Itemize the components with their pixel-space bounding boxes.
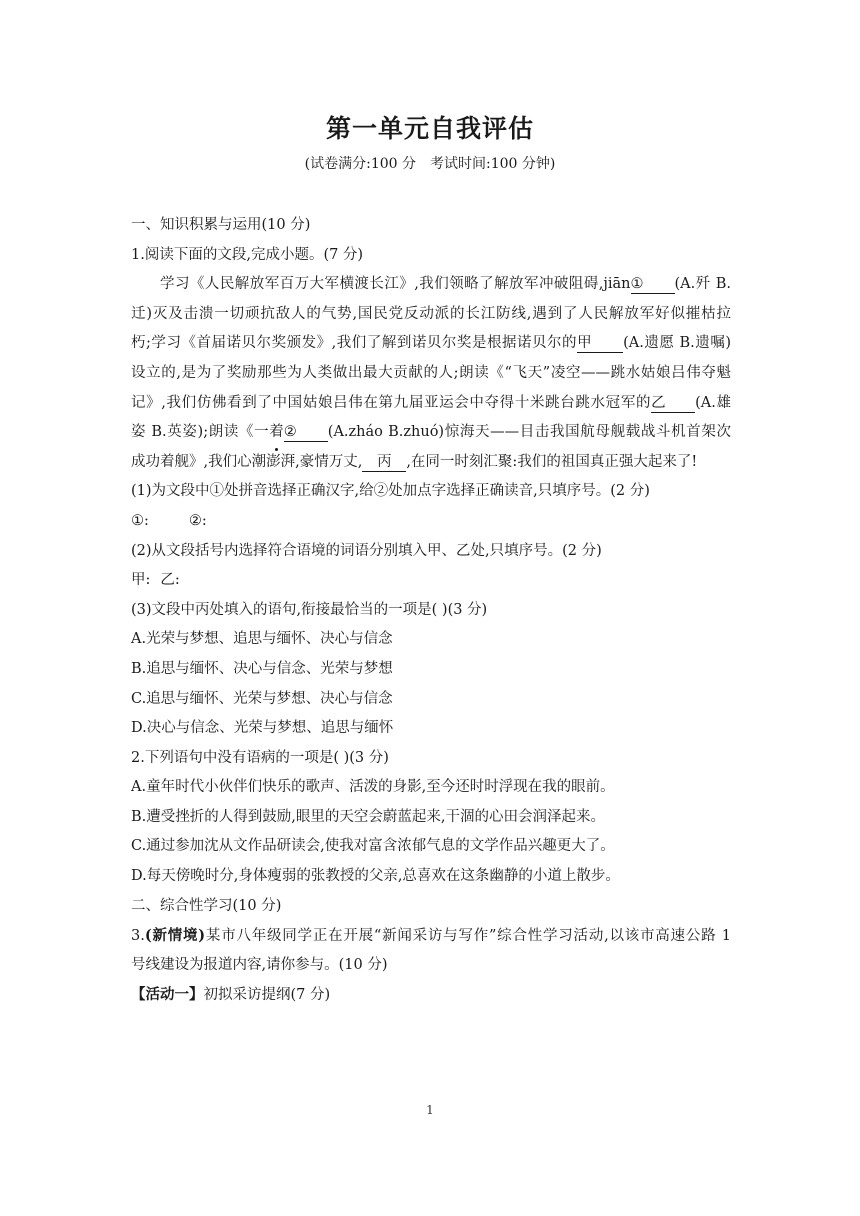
emphasis-dot-char: 着	[269, 418, 284, 448]
passage-text: 记》,我们仿佛看到了中国姑娘吕伟在第九届亚运会中夺得十米跳台跳水冠军的	[131, 394, 652, 411]
q3-line-2: 号线建设为报道内容,请你参与。(10 分)	[131, 956, 388, 973]
page-title: 第一单元自我评估	[325, 114, 534, 143]
q1-stem: 1.阅读下面的文段,完成小题。(7 分)	[131, 246, 364, 263]
q1-passage	[131, 270, 731, 477]
section1-heading: 一、知识积累与运用(10 分)	[131, 217, 311, 233]
q1-sub1-answer[interactable]	[131, 507, 731, 537]
passage-text: B.英姿);朗读《一	[151, 424, 270, 441]
q2-option-c: C.通过参加沈从文作品研读会,使我对富含浓郁气息的文学作品兴趣更大了。	[131, 838, 615, 855]
passage-text: 成功着舰》,我们心潮澎湃,豪情万丈,	[131, 453, 363, 470]
blank-1[interactable]: ①	[631, 275, 675, 294]
passage-text: (A.zháo	[327, 424, 383, 441]
blank-jia[interactable]: 甲	[577, 334, 623, 353]
passage-text: B.	[715, 276, 731, 293]
exam-body	[131, 211, 731, 1010]
passage-text: ,在同一时刻汇聚:我们的祖国真正强大起来了!	[406, 453, 698, 470]
option-c: C.追思与缅怀、光荣与梦想、决心与信念	[131, 690, 393, 707]
passage-line-6	[131, 418, 731, 448]
blank-bing[interactable]: 丙	[362, 453, 406, 472]
passage-line-4: 设立的,是为了奖励那些为人类做出最大贡献的人;朗读《“飞天”凌空——跳水姑娘吕伟夺魁	[131, 364, 731, 381]
q3-tag: (新情境)	[144, 927, 206, 945]
q3-activity	[131, 980, 731, 1010]
answer-label: ②:	[188, 512, 207, 529]
passage-text: B.zhuó)惊海天——目击我国航母舰载战斗机首架次	[388, 424, 732, 441]
q2-option-a: A.童年时代小伙伴们快乐的歌声、活泼的身影,至今还时时浮现在我的眼前。	[131, 779, 615, 796]
option-b: B.追思与缅怀、决心与信念、光荣与梦想	[131, 660, 393, 677]
section2-heading: 二、综合性学习(10 分)	[131, 897, 282, 914]
passage-text: 学习《人民解放军百万大军横渡长江》,我们领略了解放军冲破阻碍,jiān	[160, 276, 631, 293]
passage-text: B.遗嘱)	[679, 335, 731, 352]
option-a: A.光荣与梦想、追思与缅怀、决心与信念	[131, 631, 393, 648]
passage-line-3	[131, 329, 731, 359]
answer-label: 甲:	[131, 572, 151, 589]
q1-sub3: (3)文段中丙处填入的语句,衔接最恰当的一项是( )(3 分)	[131, 601, 488, 618]
subtitle-time: 考试时间:100 分钟)	[430, 156, 556, 172]
activity-text: 初拟采访提纲(7 分)	[203, 987, 331, 1004]
subtitle-score: (试卷满分:100 分	[304, 156, 416, 172]
q3-number: 3.	[131, 928, 145, 945]
passage-text: (A.歼	[674, 276, 711, 293]
passage-text: (A.雄	[695, 394, 731, 411]
q2-option-d: D.每天傍晚时分,身体瘦弱的张教授的父亲,总喜欢在这条幽静的小道上散步。	[131, 868, 620, 885]
q1-sub1: (1)为文段中①处拼音选择正确汉字,给②处加点字选择正确读音,只填序号。(2 分)	[131, 483, 650, 500]
q3-text: 某市八年级同学正在开展“新闻采访与写作”综合性学习活动,以该市高速公路 1	[205, 928, 731, 945]
passage-text: 姿	[131, 424, 147, 441]
blank-yi[interactable]: 乙	[651, 394, 695, 413]
page-number: 1	[426, 1103, 434, 1117]
q2-option-b: B.遭受挫折的人得到鼓励,眼里的天空会蔚蓝起来,干涸的心田会润泽起来。	[131, 808, 605, 825]
q1-sub2: (2)从文段括号内选择符合语境的词语分别填入甲、乙处,只填序号。(2 分)	[131, 542, 602, 559]
blank-2[interactable]: ②	[284, 423, 328, 442]
activity-tag: 【活动一】	[131, 986, 204, 1004]
q1-sub2-answer[interactable]	[131, 566, 731, 596]
passage-line-2: 迁)灭及击溃一切顽抗敌人的气势,国民党反动派的长江防线,遇到了人民解放军好似摧枯拉	[131, 305, 731, 322]
answer-label: 乙:	[160, 572, 180, 589]
passage-line-7	[131, 448, 731, 478]
passage-text: (A.遗愿	[623, 335, 675, 352]
option-d: D.决心与信念、光荣与梦想、追思与缅怀	[131, 720, 394, 737]
passage-line-1	[131, 270, 731, 300]
passage-text: 朽;学习《首届诺贝尔奖颁发》,我们了解到诺贝尔奖是根据诺贝尔的	[131, 335, 578, 352]
answer-label: ①:	[131, 512, 149, 529]
q2-stem: 2.下列语句中没有语病的一项是( )(3 分)	[131, 749, 389, 766]
q3-line-1	[131, 921, 731, 951]
page-subtitle	[0, 153, 860, 175]
passage-line-5	[131, 389, 731, 419]
